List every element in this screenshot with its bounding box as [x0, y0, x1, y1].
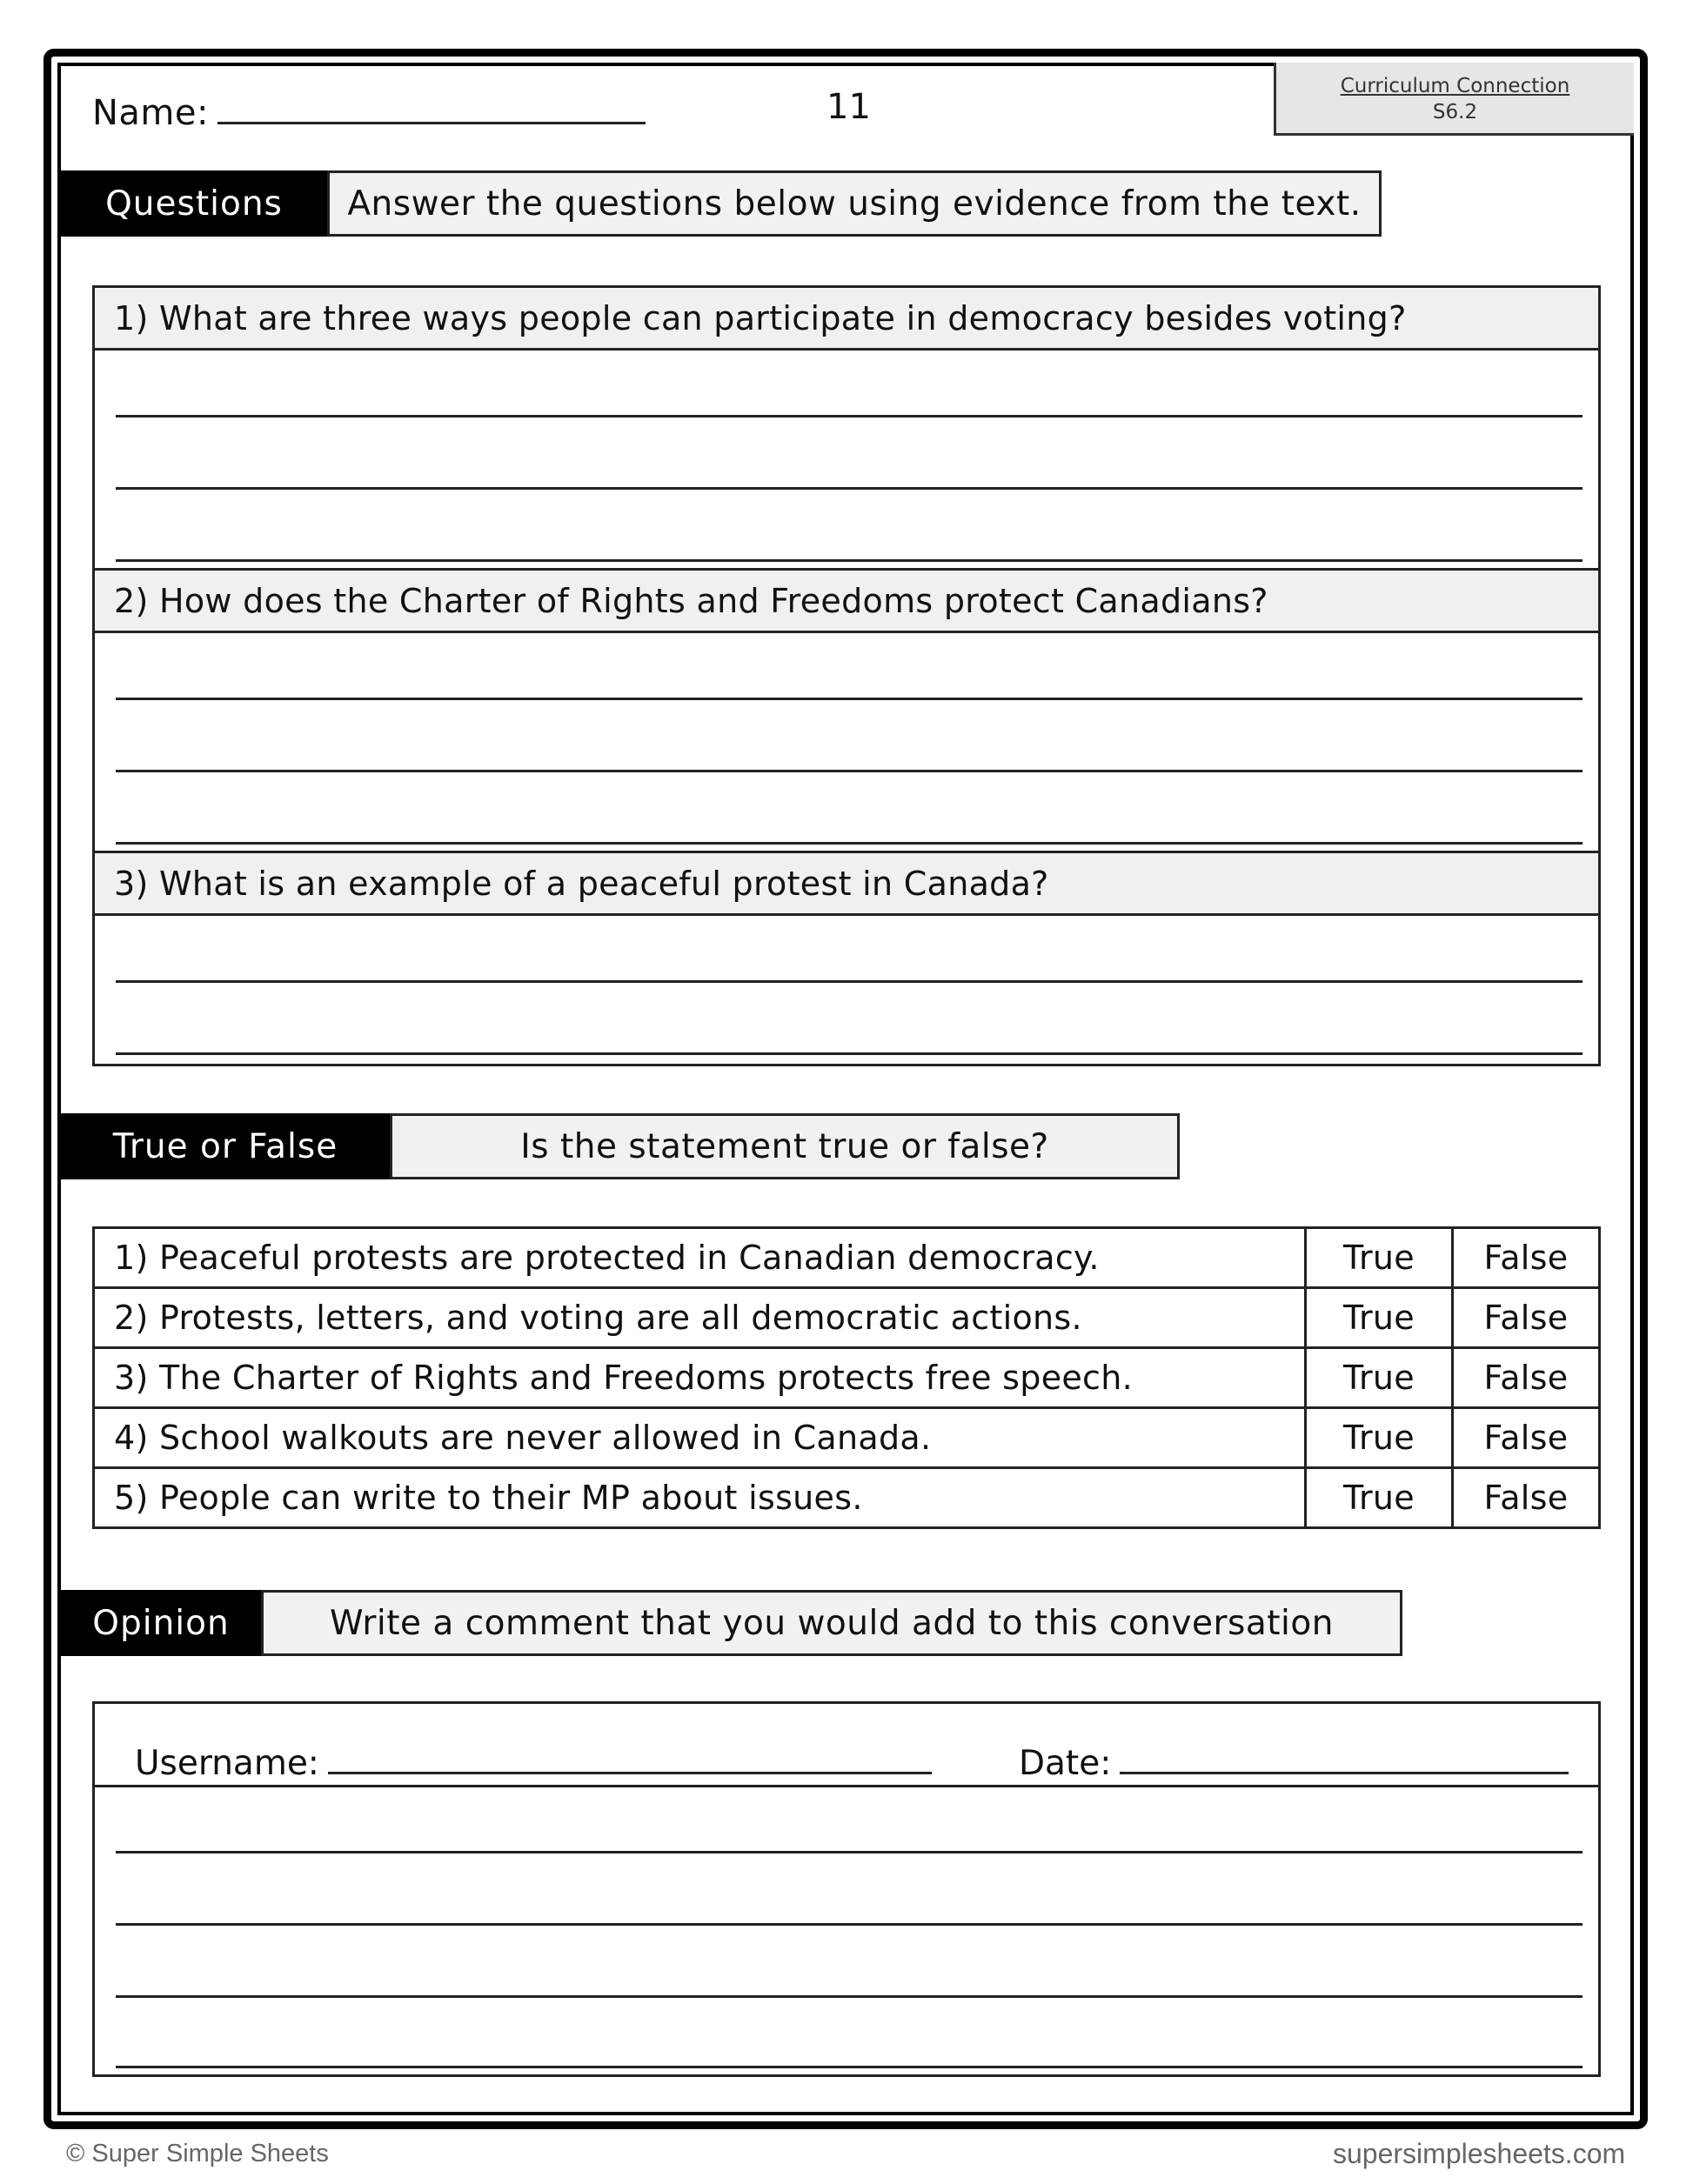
question-1: 1) What are three ways people can participate in democracy besides voting? [95, 288, 1598, 351]
answer-line[interactable] [116, 980, 1583, 983]
opinion-meta-row [95, 1704, 1598, 1787]
false-option[interactable]: False [1453, 1408, 1600, 1468]
username-field [135, 1739, 932, 1783]
statement: 3) The Charter of Rights and Freedoms protects free speech. [94, 1348, 1306, 1408]
false-option[interactable]: False [1453, 1288, 1600, 1348]
website-link[interactable]: supersimplesheets.com [1333, 2138, 1626, 2169]
answer-line[interactable] [116, 842, 1583, 845]
username-input-line[interactable] [328, 1739, 932, 1774]
question-3: 3) What is an example of a peaceful protest in Canada? [95, 851, 1598, 916]
question-2: 2) How does the Charter of Rights and Freedoms protect Canadians? [95, 568, 1598, 633]
answer-line[interactable] [116, 698, 1583, 700]
name-label: Name: [92, 93, 209, 133]
table-row [94, 1468, 1600, 1528]
curriculum-connection-box [1274, 63, 1634, 136]
curriculum-code: S6.2 [1432, 101, 1478, 124]
true-option[interactable]: True [1306, 1348, 1453, 1408]
statement: 5) People can write to their MP about issues. [94, 1468, 1306, 1528]
questions-instruction: Answer the questions below using evidence from the text. [327, 170, 1382, 237]
table-row [94, 1288, 1600, 1348]
statement: 4) School walkouts are never allowed in Canada. [94, 1408, 1306, 1468]
questions-box [92, 285, 1601, 1066]
true-option[interactable]: True [1306, 1228, 1453, 1288]
date-input-line[interactable] [1120, 1739, 1569, 1774]
table-row [94, 1348, 1600, 1408]
statement: 1) Peaceful protests are protected in Canadian democracy. [94, 1228, 1306, 1288]
false-option[interactable]: False [1453, 1228, 1600, 1288]
answer-line[interactable] [116, 1052, 1583, 1055]
comment-line[interactable] [116, 1923, 1583, 1926]
curriculum-title: Curriculum Connection [1340, 75, 1570, 97]
table-row [94, 1408, 1600, 1468]
date-label: Date: [1019, 1744, 1112, 1783]
statement: 2) Protests, letters, and voting are all democratic actions. [94, 1288, 1306, 1348]
opinion-instruction: Write a comment that you would add to this conversation [261, 1590, 1402, 1656]
comment-line[interactable] [116, 1851, 1583, 1853]
true-option[interactable]: True [1306, 1468, 1453, 1528]
true-false-label: True or False [61, 1113, 390, 1179]
false-option[interactable]: False [1453, 1468, 1600, 1528]
username-label: Username: [135, 1744, 319, 1783]
answer-line[interactable] [116, 770, 1583, 772]
true-false-table [92, 1226, 1601, 1529]
table-row [94, 1228, 1600, 1288]
true-false-instruction: Is the statement true or false? [390, 1113, 1180, 1179]
date-field [1019, 1739, 1569, 1783]
copyright-text: © Super Simple Sheets [66, 2140, 329, 2167]
answer-line[interactable] [116, 559, 1583, 562]
answer-line[interactable] [116, 415, 1583, 417]
true-option[interactable]: True [1306, 1288, 1453, 1348]
name-input-line[interactable] [217, 87, 646, 124]
questions-label: Questions [61, 170, 327, 237]
name-field [92, 87, 646, 133]
false-option[interactable]: False [1453, 1348, 1600, 1408]
comment-line[interactable] [116, 2066, 1583, 2068]
answer-line[interactable] [116, 487, 1583, 490]
questions-header [61, 170, 1382, 237]
comment-line[interactable] [116, 1995, 1583, 1998]
true-option[interactable]: True [1306, 1408, 1453, 1468]
true-false-header [61, 1113, 1180, 1179]
page-number: 11 [826, 87, 871, 127]
opinion-box [92, 1701, 1601, 2077]
opinion-label: Opinion [61, 1590, 261, 1656]
opinion-header [61, 1590, 1402, 1656]
